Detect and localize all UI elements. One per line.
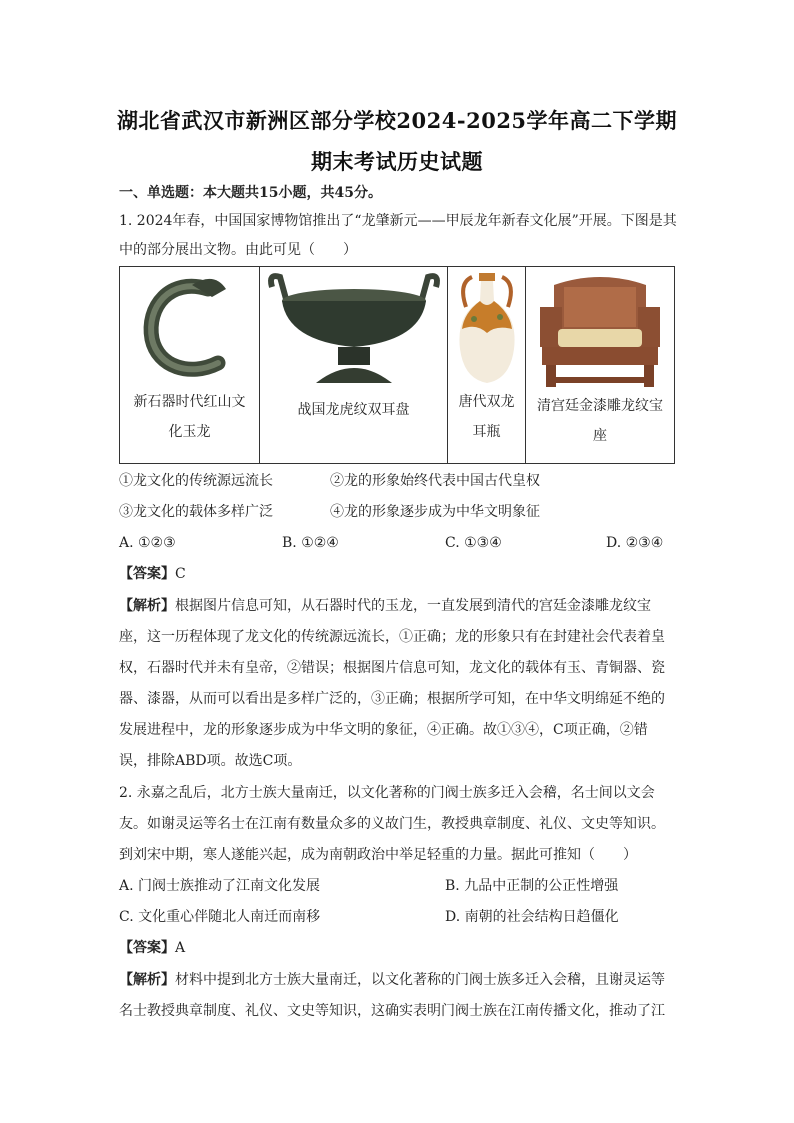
q2-analysis-line-2: 名士教授典章制度、礼仪、文史等知识，这确实表明门阀士族在江南传播文化，推动了江: [119, 1003, 665, 1019]
artifact-cell-jade-dragon: [120, 267, 260, 464]
q1-statement-1: ①龙文化的传统源远流长: [119, 473, 273, 489]
artifact-caption: [448, 387, 525, 447]
page-title: 湖北省武汉市新洲区部分学校2024-2025学年高二下学期: [116, 108, 678, 133]
q1-statement-4: ④龙的形象逐步成为中华文明象征: [330, 504, 540, 520]
q2-stem-line-3: 到刘宋中期，寒人遂能兴起，成为南朝政治中举足轻重的力量。据此可推知（ ）: [119, 847, 637, 863]
answer-value: A: [175, 940, 186, 956]
artifact-caption: [526, 391, 674, 451]
q1-statement-3: ③龙文化的载体多样广泛: [119, 504, 273, 520]
q1-analysis-line-6: 误，排除ABD项。故选C项。: [119, 753, 302, 769]
bronze-plate-image: [264, 267, 444, 391]
q1-analysis-line-2: 座，这一历程体现了龙文化的传统源远流长，①正确；龙的形象只有在封建社会代表着皇: [119, 629, 665, 645]
q1-stem-line-2: 中的部分展出文物。由此可见（ ）: [119, 242, 357, 258]
answer-label: 【答案】: [119, 566, 175, 582]
q1-option-a: A. ①②③: [119, 535, 176, 551]
q2-option-b: B. 九品中正制的公正性增强: [445, 878, 619, 894]
q1-answer: [119, 564, 186, 584]
analysis-text: 根据图片信息可知，从石器时代的玉龙，一直发展到清代的宫廷金漆雕龙纹宝: [175, 598, 651, 614]
answer-label: 【答案】: [119, 940, 175, 956]
answer-value: C: [175, 566, 186, 582]
artifact-table: [119, 266, 675, 464]
q1-analysis-line-3: 权，石器时代并未有皇帝，②错误；根据图片信息可知，龙文化的载体有玉、青铜器、瓷: [119, 660, 665, 676]
q2-option-a: A. 门阀士族推动了江南文化发展: [119, 878, 321, 894]
caption-line: 耳瓶: [472, 424, 501, 440]
analysis-text: 材料中提到北方士族大量南迁，以文化著称的门阀士族多迁入会稽，且谢灵运等: [175, 972, 665, 988]
analysis-label: 【解析】: [119, 598, 175, 614]
artifact-caption: [120, 387, 259, 447]
q1-option-b: B. ①②④: [282, 535, 339, 551]
q1-analysis-line-4: 器、漆器，从而可以看出是多样广泛的，③正确；根据所学可知，在中华文明绵延不绝的: [119, 691, 665, 707]
q2-option-d: D. 南朝的社会结构日趋僵化: [445, 909, 619, 925]
artifact-cell-throne: [526, 267, 675, 464]
artifact-caption: 战国龙虎纹双耳盘: [297, 402, 410, 418]
caption-line: 唐代双龙: [458, 394, 515, 410]
q1-option-c: C. ①③④: [445, 535, 502, 551]
page-subtitle: 期末考试历史试题: [311, 149, 483, 174]
q2-analysis-line-1: [119, 970, 665, 990]
artifact-cell-bronze-plate: [260, 267, 448, 464]
throne-image: [532, 267, 668, 391]
q2-answer: [119, 938, 185, 958]
q1-statement-2: ②龙的形象始终代表中国古代皇权: [330, 473, 540, 489]
q2-stem-line-1: 2. 永嘉之乱后，北方士族大量南迁，以文化著称的门阀士族多迁入会稽，名士间以文会: [119, 785, 655, 801]
caption-line: 座: [593, 428, 607, 444]
q1-analysis-line-1: [119, 596, 651, 616]
analysis-label: 【解析】: [119, 972, 175, 988]
q1-stem-line-1: 1. 2024年春，中国国家博物馆推出了“龙肇新元——甲辰龙年新春文化展”开展。下图是其: [119, 213, 677, 229]
caption-line: 清宫廷金漆雕龙纹宝: [537, 398, 663, 414]
q1-option-d: D. ②③④: [606, 535, 664, 551]
section-heading: 一、单选题：本大题共15小题，共45分。: [119, 185, 382, 201]
q2-option-c: C. 文化重心伴随北人南迁而南移: [119, 909, 321, 925]
q1-analysis-line-5: 发展进程中，龙的形象逐步成为中华文明的象征，④正确。故①③④，C项正确，②错: [119, 722, 648, 738]
caption-line: 化玉龙: [168, 424, 211, 440]
caption-line: 新石器时代红山文: [133, 394, 246, 410]
tang-vase-image: [452, 267, 522, 387]
jade-dragon-image: [130, 267, 250, 387]
q2-stem-line-2: 友。如谢灵运等名士在江南有数量众多的义故门生，教授典章制度、礼仪、文史等知识。: [119, 816, 665, 832]
artifact-cell-double-dragon-vase: [448, 267, 526, 464]
